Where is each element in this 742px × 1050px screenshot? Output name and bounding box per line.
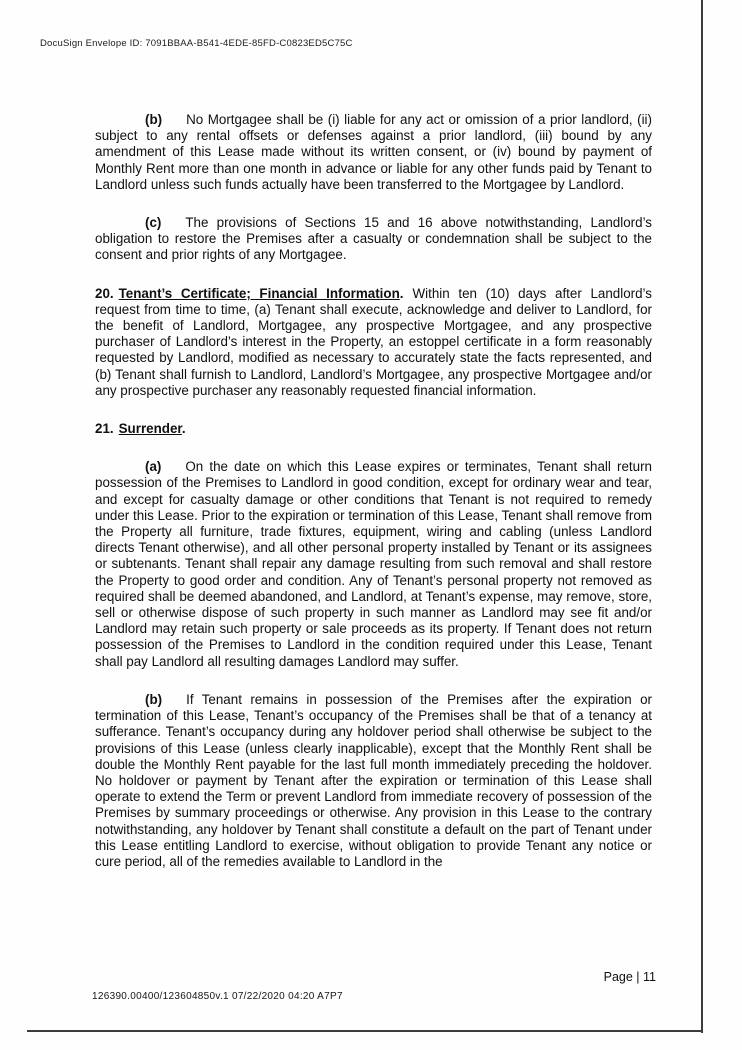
section-21-number: 21. bbox=[95, 421, 114, 437]
section-20-paragraph bbox=[95, 286, 652, 399]
scan-artifact-bottom-edge bbox=[27, 1030, 703, 1032]
docusign-envelope-id: DocuSign Envelope ID: 7091BBAA-B541-4EDE-85FD-C0823ED5C75C bbox=[40, 38, 353, 49]
paragraph-mortgagee-b bbox=[95, 112, 652, 193]
section-21-heading-period: . bbox=[181, 421, 186, 437]
paragraph-label: (b) bbox=[145, 112, 163, 127]
paragraph-surrender-a bbox=[95, 459, 652, 670]
section-21-heading-line bbox=[95, 421, 652, 437]
document-body bbox=[95, 112, 652, 892]
section-20-text: Within ten (10) days after Landlord’s request from time to time, (a) Tenant shall execute, acknowledge and deliver to Landlord, for the benefit of Landlord, Mortgagee, any prospective Mortgagee, and any prospective purchaser of Landlord’s interest in the Property, an estoppel certificate in a form reasonably requested by Landlord, modified as necessary to accurately state the facts represented, and (b) Tenant shall furnish to Landlord, Landlord’s Mortgagee, any prospective Mortgagee and/or any prospective purchaser any reasonably requested financial information. bbox=[95, 285, 652, 398]
paragraph-surrender-b bbox=[95, 692, 652, 870]
section-21-heading: Surrender bbox=[118, 421, 182, 437]
section-20-heading-period: . bbox=[399, 285, 404, 301]
section-20-number: 20. bbox=[95, 285, 114, 301]
paragraph-label: (a) bbox=[145, 459, 162, 475]
paragraph-text: If Tenant remains in possession of the Premises after the expiration or termination of this Lease, Tenant’s occupancy of the Premises shall be that of a tenancy at sufferance. Tenant’s occupancy during any holdover period shall otherwise be subject to the provisions of this Lease (unless clearly inapplicable), except that the Monthly Rent shall be double the Monthly Rent payable for the last full month immediately preceding the holdover. No holdover or payment by Tenant after the expiration or termination of this Lease shall operate to extend the Term or prevent Landlord from immediate recovery of possession of the Premises by summary proceedings or otherwise. Any provision in this Lease to the contrary notwithstanding, any holdover by Tenant shall constitute a default on the part of Tenant under this Lease entitling Landlord to exercise, without obligation to provide Tenant any notice or cure period, all of the remedies available to Landlord in the bbox=[95, 691, 652, 869]
paragraph-mortgagee-c bbox=[95, 215, 652, 264]
scan-artifact-right-edge bbox=[701, 0, 703, 1033]
document-reference: 126390.00400/123604850v.1 07/22/2020 04:20 A7P7 bbox=[92, 991, 343, 1002]
paragraph-text: On the date on which this Lease expires or terminates, Tenant shall return possession of the Premises to Landlord in good condition, except for ordinary wear and tear, and except for casualty damage or other conditions that Tenant is not required to remedy under this Lease. Prior to the expiration or termination of this Lease, Tenant shall remove from the Property all furniture, trade fixtures, equipment, wiring and cabling (unless Landlord directs Tenant otherwise), and all other personal property installed by Tenant or its assignees or subtenants. Tenant shall repair any damage resulting from such removal and shall restore the Property to good order and condition. Any of Tenant’s personal property not removed as required shall be deemed abandoned, and Landlord, at Tenant’s expense, may remove, store, sell or otherwise dispose of such property in such manner as Landlord may see fit and/or Landlord may retain such property or sale proceeds as its property. If Tenant does not return possession of the Premises to Landlord in the condition required under this Lease, Tenant shall pay Landlord all resulting damages Landlord may suffer. bbox=[95, 459, 652, 669]
page-number: Page | 11 bbox=[603, 970, 656, 984]
paragraph-text: The provisions of Sections 15 and 16 above notwithstanding, Landlord’s obligation to restore the Premises after a casualty or condemnation shall be subject to the consent and prior rights of any Mortgagee. bbox=[95, 215, 652, 263]
paragraph-text: No Mortgagee shall be (i) liable for any act or omission of a prior landlord, (ii) subject to any rental offsets or defenses against a prior landlord, (iii) bound by any amendment of this Lease made without its written consent, or (iv) bound by payment of Monthly Rent more than one month in advance or liable for any other funds paid by Tenant to Landlord unless such funds actually have been transferred to the Mortgagee by Landlord. bbox=[95, 112, 652, 192]
section-20-heading: Tenant’s Certificate; Financial Information bbox=[118, 285, 400, 301]
paragraph-label: (c) bbox=[145, 215, 162, 231]
paragraph-label: (b) bbox=[145, 691, 163, 707]
